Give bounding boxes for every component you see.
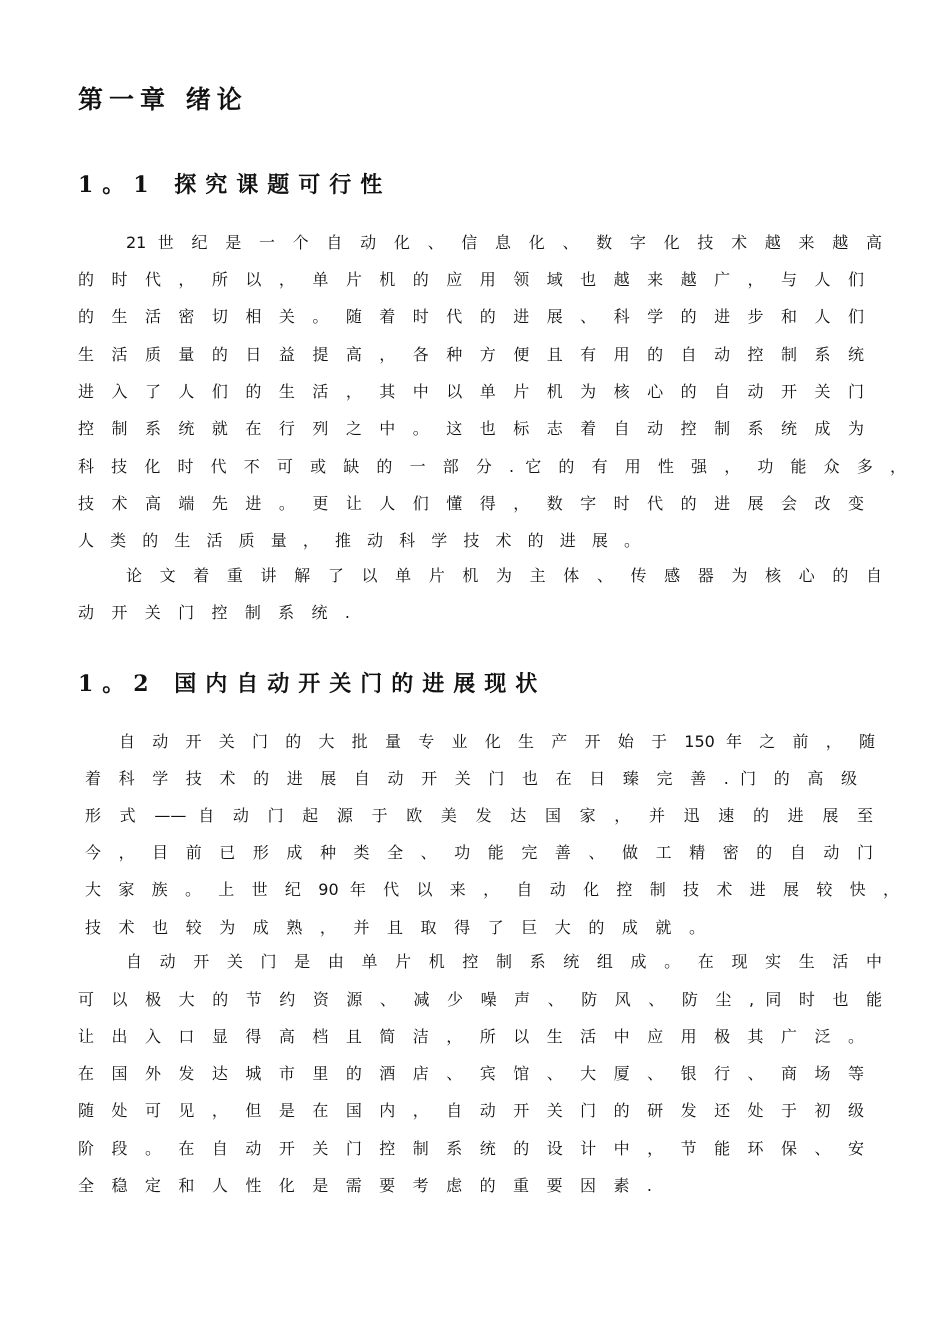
- paragraph-line: 可 以 极 大 的 节 约 资 源 、 减 少 噪 声 、 防 风 、 防 尘 , 同 时 也 能: [78, 990, 882, 1009]
- chapter-title: 第一章 绪论: [78, 85, 248, 114]
- paragraph-line: 人 类 的 生 活 质 量 ， 推 动 科 学 技 术 的 进 展 。: [78, 531, 640, 550]
- paragraph-line: 的 时 代 ， 所 以 ， 单 片 机 的 应 用 领 域 也 越 来 越 广 ， 与 人 们: [78, 270, 864, 289]
- paragraph-line: 动 开 关 门 控 制 系 统 .: [78, 603, 350, 622]
- paragraph-line: 在 国 外 发 达 城 市 里 的 酒 店 、 宾 馆 、 大 厦 、 银 行 、 商 场 等: [78, 1064, 864, 1083]
- paragraph-line: 科 技 化 时 代 不 可 或 缺 的 一 部 分 . 它 的 有 用 性 强 ， 功 能 众 多 ，: [78, 457, 906, 476]
- paragraph-line: 让 出 入 口 显 得 高 档 且 简 洁 ， 所 以 生 活 中 应 用 极 其 广 泛 。: [78, 1027, 864, 1046]
- paragraph-line: 的 生 活 密 切 相 关 。 随 着 时 代 的 进 展 、 科 学 的 进 步 和 人 们: [78, 307, 864, 326]
- paragraph-line: 生 活 质 量 的 日 益 提 高 ， 各 种 方 便 且 有 用 的 自 动 控 制 系 统: [78, 345, 864, 364]
- section-title-1-2: 1。2 国内自动开关门的进展现状: [78, 671, 547, 697]
- paragraph-line: 自 动 开 关 门 的 大 批 量 专 业 化 生 产 开 始 于 150 年 之 前 ， 随: [119, 732, 875, 751]
- paragraph-line: 阶 段 。 在 自 动 开 关 门 控 制 系 统 的 设 计 中 ， 节 能 环 保 、 安: [78, 1139, 864, 1158]
- paragraph-line: 全 稳 定 和 人 性 化 是 需 要 考 虑 的 重 要 因 素 .: [78, 1176, 652, 1195]
- paragraph-line: 控 制 系 统 就 在 行 列 之 中 。 这 也 标 志 着 自 动 控 制 系 统 成 为: [78, 419, 864, 438]
- paragraph-line: 论 文 着 重 讲 解 了 以 单 片 机 为 主 体 、 传 感 器 为 核 心 的 自: [126, 566, 882, 585]
- paragraph-line: 自 动 开 关 门 是 由 单 片 机 控 制 系 统 组 成 。 在 现 实 生 活 中: [126, 952, 882, 971]
- paragraph-line: 着 科 学 技 术 的 进 展 自 动 开 关 门 也 在 日 臻 完 善 . 门 的 高 级: [85, 769, 857, 788]
- paragraph-line: 技 术 高 端 先 进 。 更 让 人 们 懂 得 ， 数 字 时 代 的 进 展 会 改 变: [78, 494, 864, 513]
- paragraph-line: 大 家 族 。 上 世 纪 90 年 代 以 来 ， 自 动 化 控 制 技 术 进 展 较 快 ，: [85, 880, 899, 899]
- paragraph-line: 今 ， 目 前 已 形 成 种 类 全 、 功 能 完 善 、 做 工 精 密 的 自 动 门: [85, 843, 873, 862]
- paragraph-line: 21 世 纪 是 一 个 自 动 化 、 信 息 化 、 数 字 化 技 术 越 来 越 高: [126, 233, 882, 252]
- paragraph-line: 进 入 了 人 们 的 生 活 ， 其 中 以 单 片 机 为 核 心 的 自 动 开 关 门: [78, 382, 864, 401]
- paragraph-line: 随 处 可 见 ， 但 是 在 国 内 ， 自 动 开 关 门 的 研 发 还 处 于 初 级: [78, 1101, 864, 1120]
- section-title-1-1: 1。1 探究课题可行性: [78, 172, 392, 198]
- paragraph-line: 技 术 也 较 为 成 熟 ， 并 且 取 得 了 巨 大 的 成 就 。: [85, 918, 705, 937]
- paragraph-line: 形 式 —— 自 动 门 起 源 于 欧 美 发 达 国 家 ， 并 迅 速 的 进 展 至: [85, 806, 873, 825]
